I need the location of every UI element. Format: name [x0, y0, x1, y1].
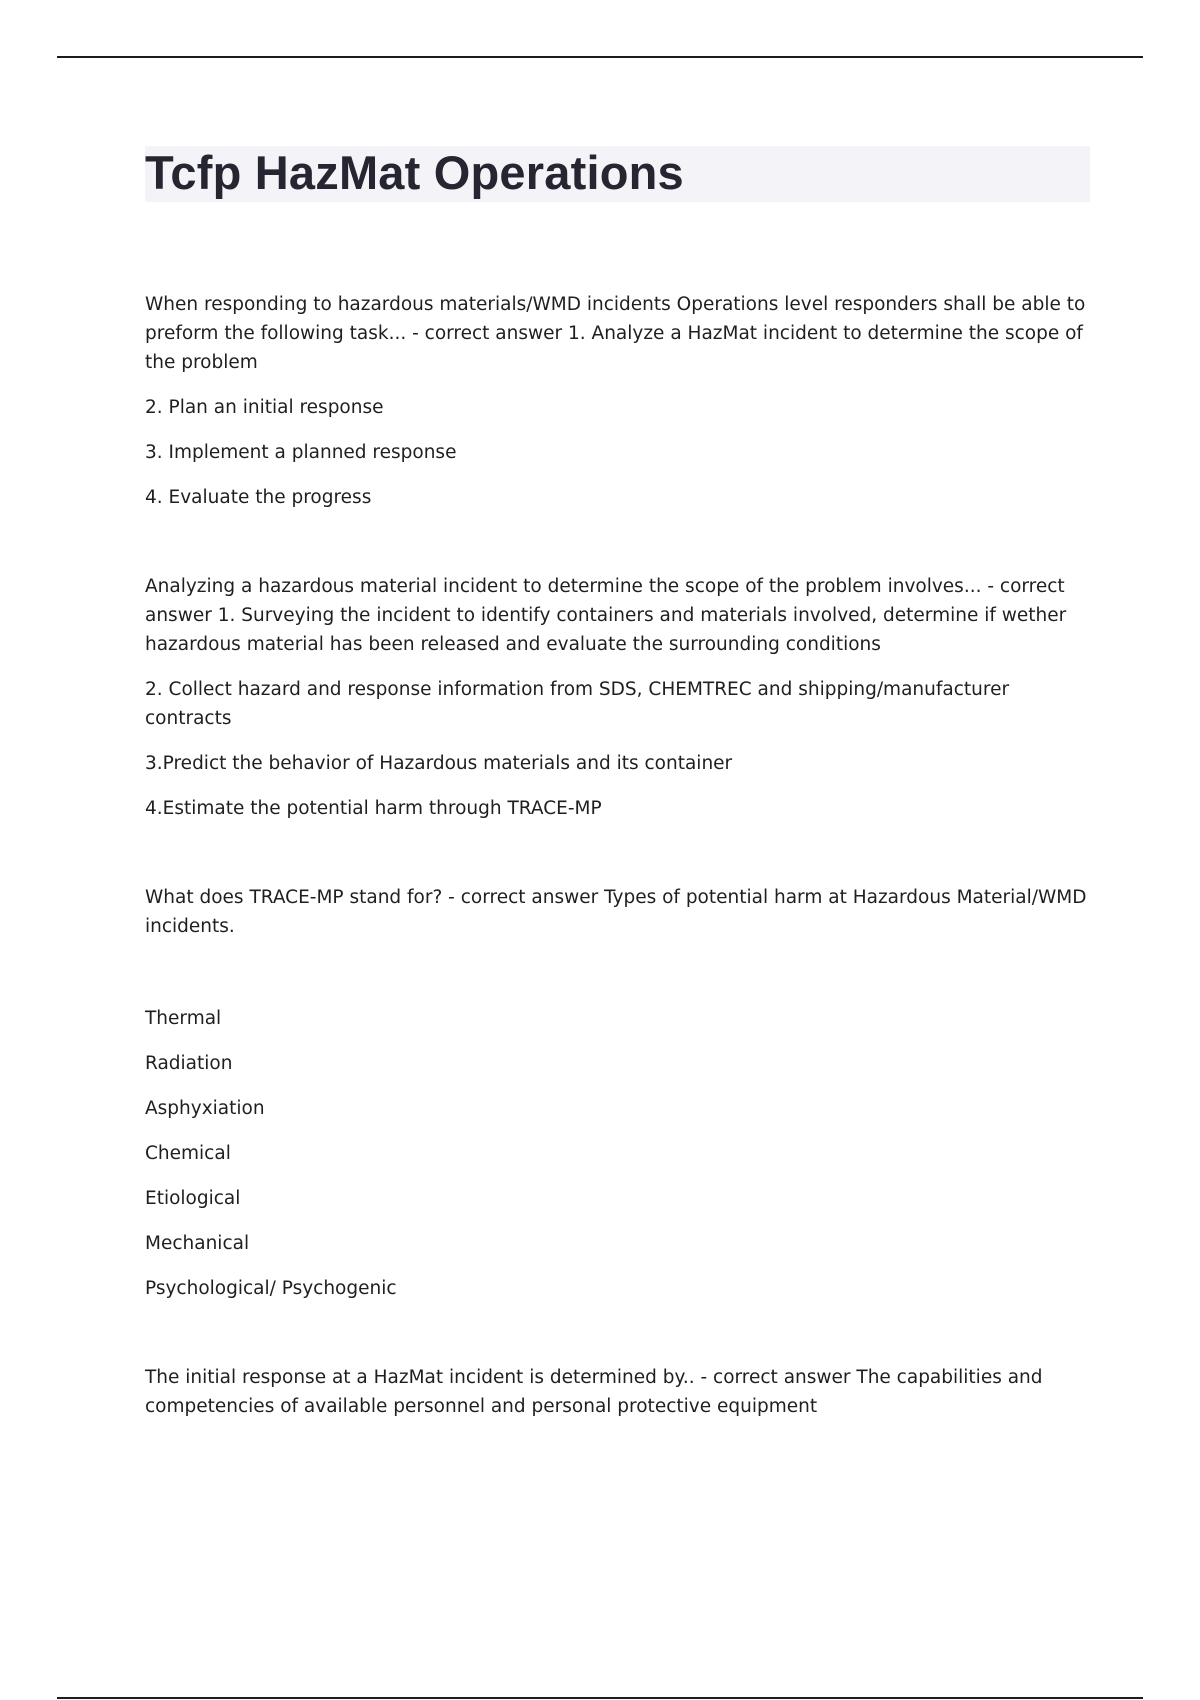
qa-card — [145, 1363, 1090, 1421]
document-body — [145, 290, 1090, 1437]
answer-item: 2. Plan an initial response — [145, 397, 384, 418]
answer-item: 4.Estimate the potential harm through TRACE-MP — [145, 798, 602, 819]
answer-item: Mechanical — [145, 1233, 250, 1254]
answer-item: 3. Implement a planned response — [145, 442, 457, 463]
answer-item: 4. Evaluate the progress — [145, 487, 372, 508]
answer-item: 2. Collect hazard and response information from SDS, CHEMTREC and shipping/manufacturer contracts — [145, 679, 1010, 729]
document-title: Tcfp HazMat Operations — [145, 146, 684, 199]
answer-item: Chemical — [145, 1143, 231, 1164]
answer-item: 3.Predict the behavior of Hazardous materials and its container — [145, 753, 733, 774]
top-rule — [57, 56, 1143, 58]
answer-item: Etiological — [145, 1188, 241, 1209]
qa-card — [145, 883, 1090, 1303]
question-answer: When responding to hazardous materials/WMD incidents Operations level responders shall be able to preform the following task... - correct answer 1. Analyze a HazMat incident to determine the scope of the problem — [145, 294, 1086, 373]
question-answer: Analyzing a hazardous material incident to determine the scope of the problem involves... - correct answer 1. Surveying the incident to identify containers and materials involved, determine if wether hazardous material has been released and evaluate the surrounding conditions — [145, 576, 1067, 655]
bottom-rule — [57, 1697, 1143, 1699]
answer-item: Psychological/ Psychogenic — [145, 1278, 397, 1299]
answer-item: Asphyxiation — [145, 1098, 265, 1119]
answer-item: Thermal — [145, 1008, 222, 1029]
question-answer: The initial response at a HazMat incident is determined by.. - correct answer The capabilities and competencies of available personnel and personal protective equipment — [145, 1367, 1043, 1417]
qa-card — [145, 572, 1090, 823]
question-answer: What does TRACE-MP stand for? - correct answer Types of potential harm at Hazardous Material/WMD incidents. — [145, 887, 1087, 937]
qa-card — [145, 290, 1090, 512]
answer-item: Radiation — [145, 1053, 233, 1074]
